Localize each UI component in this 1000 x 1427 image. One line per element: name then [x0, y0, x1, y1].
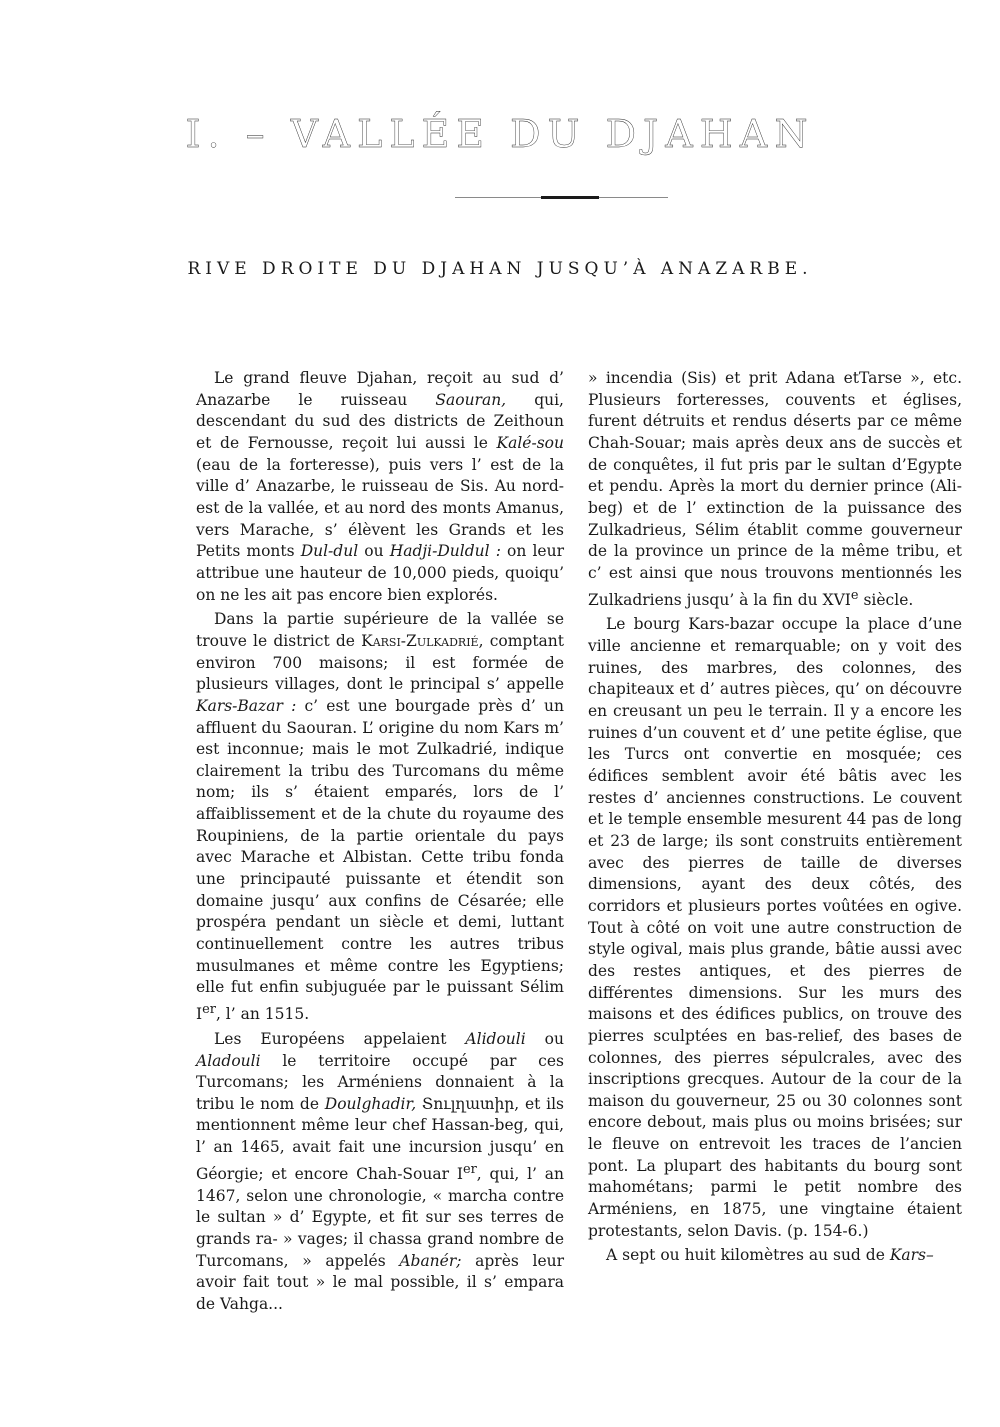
italic-term: Hadji-Duldul : [389, 542, 501, 561]
text-run: » incendia (Sis) et prit Adana etTarse », etc. Plusieurs forteresses, couvents et églises, furent détruits et rendus déserts par ce même Chah-Souar; mais après deux ans de succès et de conquêtes, il fut pris par le sultan d’Egypte et pendu. Après la mort du dernier prince (Ali-beg) et de l’ extinction de la puissance des Zulkadrieus, Sélim établit comme gouverneur de la province un prince de la même tribu, et c’ est ainsi que nous trouvons mentionnés les Zulkadriens jusqu’ à la fin du XVI [588, 369, 962, 609]
italic-term: Saouran, [435, 390, 507, 409]
text-run: on leur attribue une hauteur de 10,000 pieds, quoiqu’ on ne les ait pas encore bien explorés. [196, 542, 564, 604]
italic-term: Alidouli [465, 1029, 526, 1048]
text-run: , l’ an 1515. [215, 1005, 310, 1024]
superscript: e [850, 587, 859, 603]
italic-term: Kars-Bazar : [196, 696, 297, 715]
page-title: I. – VALLÉE DU DJAHAN [185, 112, 815, 156]
superscript: er [202, 1002, 216, 1018]
paragraph [588, 368, 962, 611]
text-run: Dans la partie supérieure de la vallée se trouve le district de [196, 610, 564, 650]
small-caps-term: Karsi-Zulkadrié [361, 631, 479, 650]
italic-term: Kars– [889, 1246, 934, 1265]
paragraph [196, 1029, 564, 1316]
title-divider [455, 197, 668, 198]
text-run: A sept ou huit kilomètres au sud de [606, 1246, 890, 1265]
paragraph: Le bourg Kars-bazar occupe la place d’une ville ancienne et remarquable; on y voit des ruines, des marbres, des colonnes, des chapiteaux et d’ autres pièces, qu’ on découvre en creusant un peu le terrain. Il y a encore les ruines d’un couvent et d’ une petite église, que les Turcs ont convertie en mosquée; ces édifices semblent avoir été bâtis avec les restes d’ anciennes constructions. Le couvent et le temple ensemble mesurent 44 pas de long et 23 de large; ils sont construits entièrement avec des pierres de taille de diverses dimensions, ayant des deux côtés, des corridors et plusieurs portes voûtées en ogive. Tout à côté on voit une autre construction de style ogival, mais plus grande, bâtie aussi avec des restes antiques, et des pierres de différentes dimensions. Sur les murs des maisons et des édifices publics, on trouve des pierres sculptées en bas-relief, des bases de colonnes, des pierres sépulcrales, avec des inscriptions grecques. Autour de la cour de la maison du gouverneur, 25 ou 30 colonnes sont encore debout, mais plus ou moins brisées; sur le fleuve on entrevoit les traces de l’ancien pont. La plupart des habitants du bourg sont mahométans; parmi le petit nombre des Arméniens, en 1875, une vingtaine étaient protestants, selon Davis. (p. 154-6.) [588, 615, 962, 1240]
armenian-term: Տուլղատիր, [416, 1094, 520, 1113]
text-run: Le grand fleuve Djahan, reçoit au sud d’ Anazarbe le ruisseau [196, 369, 564, 409]
right-column [588, 368, 962, 1270]
italic-term: Doulghadir, [324, 1094, 417, 1113]
text-run: siècle. [858, 590, 914, 609]
text-run: après leur avoir fait tout » le mal possible, il s’ empara de Vahga... [196, 1251, 565, 1313]
text-run: et ils mentionnent même leur chef Hassan-beg, qui, l’ an 1465, avait fait une incursion jusqu’ en Géorgie; et encore Chah-Souar I [196, 1094, 564, 1183]
text-run: Les Européens appelaient [214, 1029, 466, 1048]
text-run: (eau de la forteresse), puis vers l’ est de la ville d’ Anazarbe, le ruisseau de Sis. Au nord-est de la vallée, et au nord des monts Amanus, vers Marache, s’ élèvent les Grands et les Petits monts [196, 455, 564, 561]
text-run: , comptant environ 700 maisons; il est formée de plusieurs villages, dont le principal s’ appelle [196, 631, 565, 694]
italic-term: Dul-dul [300, 542, 359, 561]
paragraph [588, 1245, 962, 1267]
text-run: ou [358, 542, 390, 561]
text-run: ou [525, 1029, 564, 1048]
left-column [196, 368, 564, 1319]
section-subtitle: RIVE DROITE DU DJAHAN JUSQU’À ANAZARBE. [187, 259, 813, 279]
paragraph [196, 609, 564, 1026]
italic-term: Aladouli [196, 1051, 261, 1070]
paragraph [196, 368, 564, 606]
text-run: qui, descendant du sud des districts de Zeithoun et de Fernousse, reçoit lui aussi le [196, 390, 564, 452]
text-run: , qui, l’ an 1467, selon une chronologie, « marcha contre le sultan » d’ Egypte, et fit sur ses terres de grands ra- » vages; il chassa grand nombre de Turcomans, » appelés [196, 1164, 564, 1270]
text-run: le territoire occupé par ces Turcomans; les Arméniens donnaient à la tribu le nom de [196, 1051, 564, 1113]
italic-term: Kalé-sou [496, 433, 564, 452]
text-run: c’ est une bourgade près d’ un affluent du Saouran. L’ origine du nom Kars m’ est inconnue; mais le mot Zulkadrié, indique clairement la tribu des Turcomans du même nom; ils s’ étaient emparés, lors de l’ affaiblissement et de la chute du royaume des Roupiniens, de la partie orientale du pays avec Marache et Albistan. Cette tribu fonda une principauté puissante et étendit son domaine jusqu’ aux confins de Césarée; elle prospéra pendant un siècle et demi, luttant continuellement contre les autres tribus musulmanes et même contre les Egyptiens; elle fut enfin subjuguée par le puissant Sélim I [196, 696, 564, 1024]
superscript: er [462, 1161, 477, 1177]
title-divider-center [541, 196, 599, 199]
italic-term: Abanér; [399, 1251, 462, 1270]
